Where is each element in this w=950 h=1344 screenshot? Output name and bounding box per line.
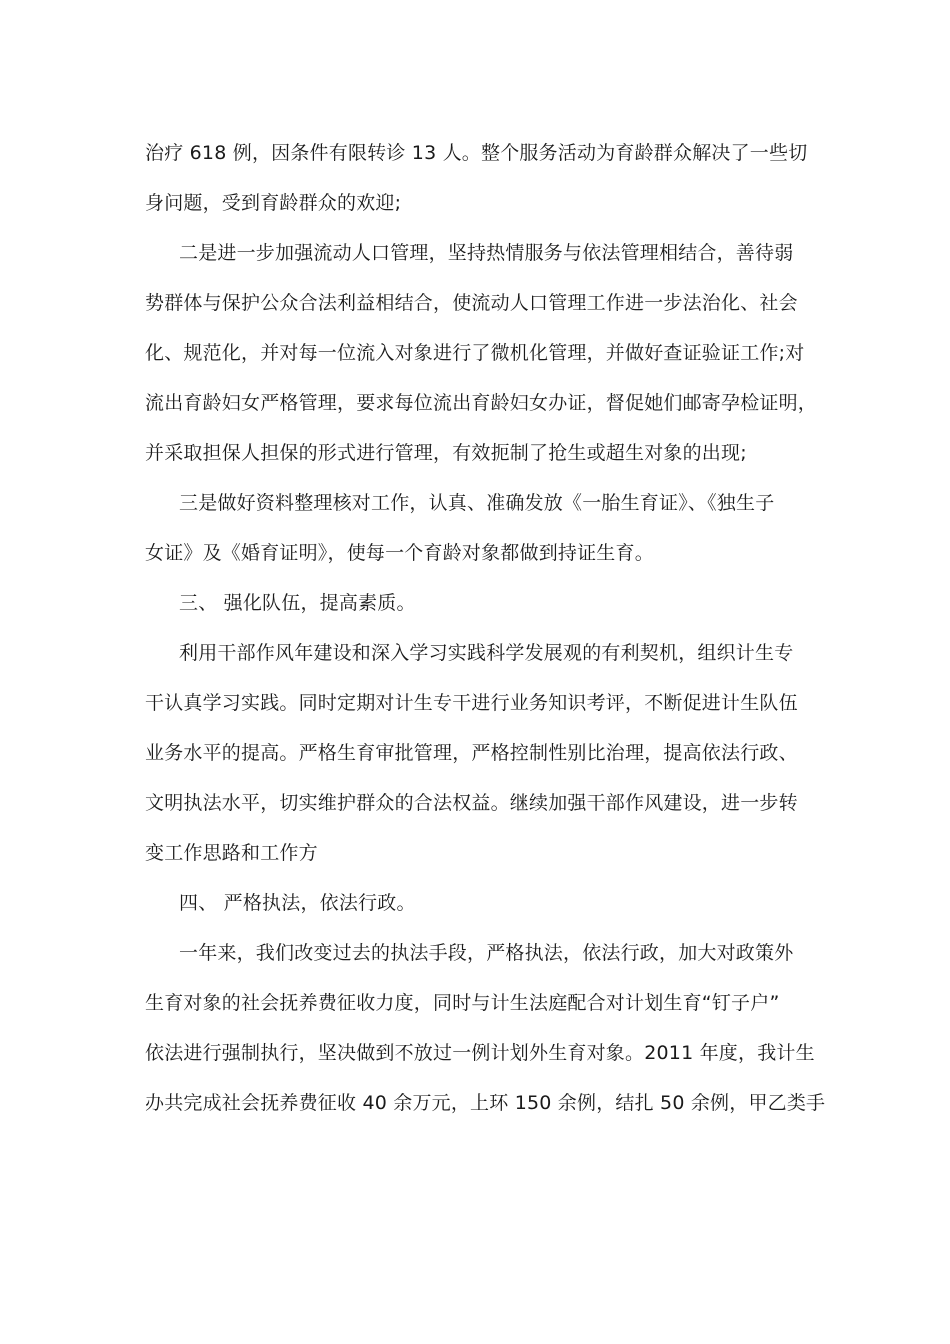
text-line: 二是进一步加强流动人口管理，坚持热情服务与依法管理相结合，善待弱: [179, 242, 794, 264]
text-line: 业务水平的提高。严格生育审批管理，严格控制性别比治理，提高依法行政、: [145, 742, 798, 764]
text-line: 治疗 618 例，因条件有限转诊 13 人。整个服务活动为育龄群众解决了一些切: [145, 142, 808, 164]
text-line: 干认真学习实践。同时定期对计生专干进行业务知识考评，不断促进计生队伍: [145, 692, 798, 714]
text-line: 利用干部作风年建设和深入学习实践科学发展观的有利契机，组织计生专: [179, 642, 794, 664]
text-line: 女证》及《婚育证明》，使每一个育龄对象都做到持证生育。: [145, 542, 654, 564]
paragraph-p2: [145, 228, 818, 478]
text-line: 文明执法水平，切实维护群众的合法权益。继续加强干部作风建设，进一步转: [145, 792, 798, 814]
text-line: 生育对象的社会抚养费征收力度，同时与计生法庭配合对计划生育“钉子户”: [145, 992, 780, 1014]
text-line: 化、规范化，并对每一位流入对象进行了微机化管理，并做好查证验证工作;对: [145, 342, 805, 364]
text-line: 流出育龄妇女严格管理，要求每位流出育龄妇女办证，督促她们邮寄孕检证明，: [145, 392, 818, 414]
text-line: 变工作思路和工作方: [145, 842, 318, 864]
text-line: 办共完成社会抚养费征收 40 余万元，上环 150 余例，结扎 50 余例，甲乙类手: [145, 1092, 826, 1114]
text-line: 并采取担保人担保的形式进行管理，有效扼制了抢生或超生对象的出现;: [145, 442, 747, 464]
text-line: 势群体与保护公众合法利益相结合，使流动人口管理工作进一步法治化、社会: [145, 292, 798, 314]
section-heading-4: [145, 878, 807, 928]
paragraph-p1: [145, 128, 807, 228]
text-line: 一年来，我们改变过去的执法手段，严格执法，依法行政，加大对政策外: [179, 942, 794, 964]
text-line: 三是做好资料整理核对工作，认真、准确发放《一胎生育证》、《独生子: [179, 492, 775, 514]
paragraph-p4: [145, 628, 807, 878]
section-heading-3: [145, 578, 807, 628]
text-line: 依法进行强制执行，坚决做到不放过一例计划外生育对象。2011 年度，我计生: [145, 1042, 815, 1064]
heading-line: 四、 严格执法，依法行政。: [179, 892, 416, 914]
paragraph-p3: [145, 478, 807, 578]
text-line: 身问题，受到育龄群众的欢迎;: [145, 192, 402, 214]
heading-line: 三、 强化队伍，提高素质。: [179, 592, 416, 614]
paragraph-p5: [145, 928, 826, 1128]
document-body: [145, 128, 826, 1128]
